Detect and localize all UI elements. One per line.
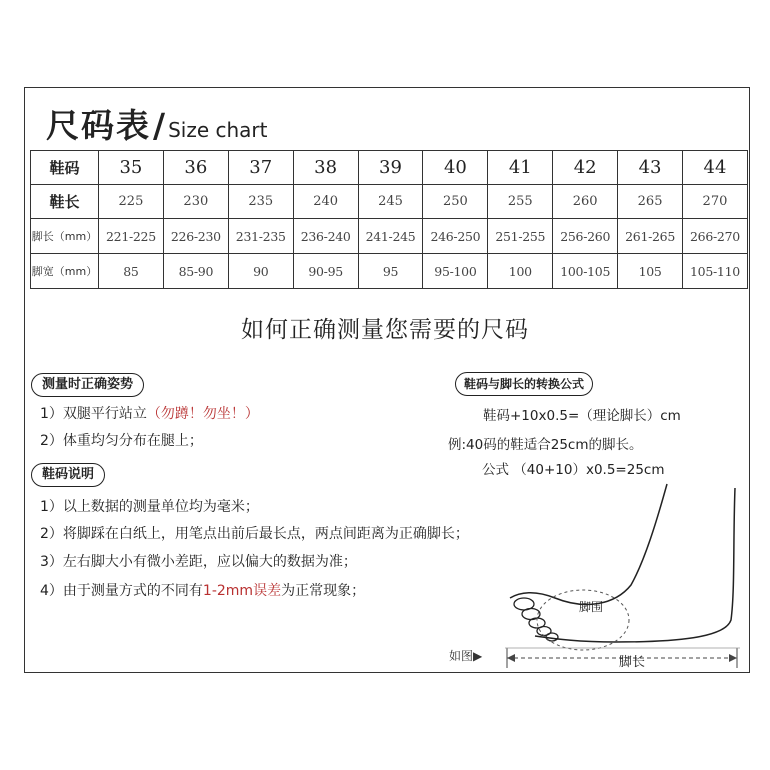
table-cell: 221-225 — [99, 219, 164, 254]
length-arrow-left — [507, 654, 515, 662]
table-cell: 240 — [293, 185, 358, 219]
table-cell: 241-245 — [358, 219, 423, 254]
row-foot-width — [31, 254, 748, 289]
table-cell: 226-230 — [163, 219, 228, 254]
note-line-2: 2）将脚踩在白纸上，用笔点出前后最长点，两点间距离为正确脚长； — [40, 526, 469, 542]
row-header: 脚宽（mm） — [31, 254, 99, 289]
formula-calc: 公式 （40+10）x0.5=25cm — [482, 462, 665, 478]
note-line-4-red: 1-2mm误差 — [202, 583, 282, 599]
table-cell: 266-270 — [683, 219, 748, 254]
table-cell: 100-105 — [553, 254, 618, 289]
table-cell: 255 — [488, 185, 553, 219]
table-cell: 270 — [683, 185, 748, 219]
posture-heading-pill: 测量时正确姿势 — [31, 373, 144, 397]
table-cell: 95-100 — [423, 254, 488, 289]
measure-heading: 如何正确测量您需要的尺码 — [241, 317, 529, 343]
page-title — [46, 100, 267, 147]
table-cell: 36 — [163, 151, 228, 185]
row-header: 鞋码 — [31, 151, 99, 185]
row-shoe-size — [31, 151, 748, 185]
length-label: 脚长 — [619, 655, 646, 670]
table-cell: 41 — [488, 151, 553, 185]
foot-heel-outline — [535, 488, 735, 642]
table-cell: 35 — [99, 151, 164, 185]
table-cell: 225 — [99, 185, 164, 219]
note-line-4 — [40, 580, 365, 600]
table-cell: 231-235 — [228, 219, 293, 254]
posture-line-1-main: 1）双腿平行站立 — [40, 406, 147, 422]
row-foot-length — [31, 219, 748, 254]
table-cell: 85-90 — [163, 254, 228, 289]
notes-heading-pill: 鞋码说明 — [31, 463, 105, 487]
table-cell: 39 — [358, 151, 423, 185]
table-cell: 40 — [423, 151, 488, 185]
table-cell: 261-265 — [618, 219, 683, 254]
formula-example: 例:40码的鞋适合25cm的脚长。 — [448, 437, 643, 453]
note-line-4-pre: 4）由于测量方式的不同有 — [40, 583, 203, 599]
note-line-1: 1）以上数据的测量单位均为毫米； — [40, 499, 259, 515]
table-cell: 44 — [683, 151, 748, 185]
foot-top-outline — [510, 484, 667, 604]
girth-label: 脚围 — [579, 600, 604, 614]
table-cell: 235 — [228, 185, 293, 219]
table-cell: 100 — [488, 254, 553, 289]
note-line-4-post: 为正常现象； — [281, 583, 366, 599]
table-cell: 230 — [163, 185, 228, 219]
table-cell: 105-110 — [683, 254, 748, 289]
table-cell: 251-255 — [488, 219, 553, 254]
table-cell: 37 — [228, 151, 293, 185]
title-cn: 尺码表 — [46, 106, 151, 145]
table-cell: 250 — [423, 185, 488, 219]
table-cell: 95 — [358, 254, 423, 289]
table-cell: 90 — [228, 254, 293, 289]
row-header: 脚长（mm） — [31, 219, 99, 254]
table-cell: 90-95 — [293, 254, 358, 289]
row-shoe-length — [31, 185, 748, 219]
table-cell: 245 — [358, 185, 423, 219]
note-line-3: 3）左右脚大小有微小差距，应以偏大的数据为准； — [40, 554, 357, 570]
length-arrow-right — [729, 654, 737, 662]
table-cell: 42 — [553, 151, 618, 185]
as-shown-label: 如图▶ — [449, 649, 483, 663]
posture-line-2: 2）体重均匀分布在腿上； — [40, 433, 203, 449]
posture-line-1 — [40, 403, 259, 423]
table-cell: 85 — [99, 254, 164, 289]
title-en: Size chart — [168, 118, 268, 142]
foot-diagram — [435, 480, 745, 670]
table-cell: 260 — [553, 185, 618, 219]
table-cell: 38 — [293, 151, 358, 185]
size-table — [30, 150, 748, 289]
table-cell: 256-260 — [553, 219, 618, 254]
table-cell: 265 — [618, 185, 683, 219]
posture-line-1-warning: （勿蹲！勿坐！） — [146, 406, 259, 422]
table-cell: 236-240 — [293, 219, 358, 254]
table-cell: 246-250 — [423, 219, 488, 254]
formula-heading-pill: 鞋码与脚长的转换公式 — [455, 372, 593, 396]
title-slash: / — [153, 106, 166, 145]
table-cell: 105 — [618, 254, 683, 289]
row-header: 鞋长 — [31, 185, 99, 219]
formula-line: 鞋码+10x0.5=（理论脚长）cm — [483, 408, 681, 424]
table-cell: 43 — [618, 151, 683, 185]
